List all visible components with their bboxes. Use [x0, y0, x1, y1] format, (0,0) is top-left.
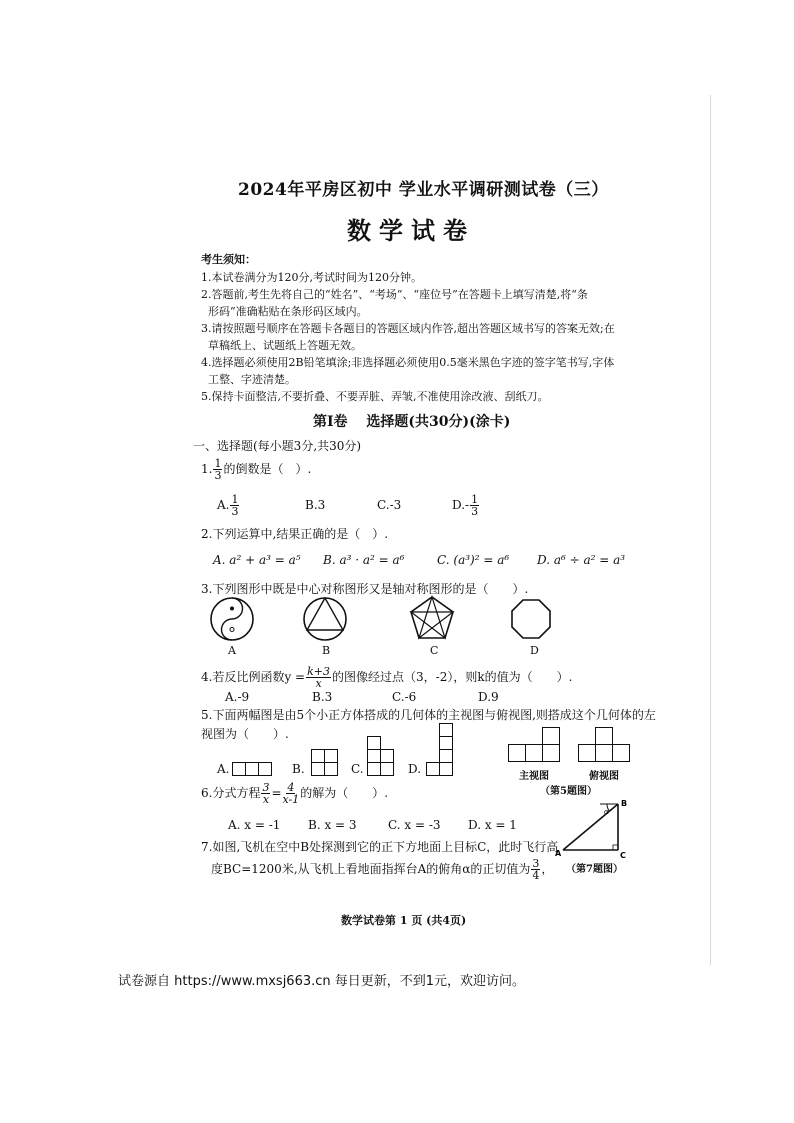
q6-option-a: A. x = -1: [228, 818, 281, 832]
q3-label-b: B: [322, 644, 331, 657]
circle-triangle-figure: [304, 598, 346, 640]
source-note: 试卷源自 https://www.mxsj663.cn 每日更新，不到1元，欢迎访问。: [118, 974, 526, 989]
q1-option-d: D.- $\frac{1}{3}$: [452, 493, 479, 518]
q5-option-d-label: D.: [408, 762, 422, 776]
q6-option-d: D. x = 1: [468, 818, 517, 832]
part1-title: 第Ⅰ卷 选择题(共30分)(涂卡): [313, 414, 511, 430]
q4-option-a: A.-9: [225, 690, 250, 704]
notes-item: 形码”准确粘贴在条形码区域内。: [208, 305, 368, 318]
q7-point-c: C: [620, 851, 626, 860]
question-1: 1. $\frac{1}{3}$ 的倒数是（ ）.: [201, 457, 312, 482]
q7-figure: [555, 798, 635, 860]
notes-heading: 考生须知：: [201, 253, 256, 266]
q3-figures: [200, 595, 560, 645]
notes-item: 1.本试卷满分为120分,考试时间为120分钟。: [201, 271, 422, 284]
q7-point-a: A: [555, 849, 562, 858]
question-4: 4.若反比例函数y = $\frac{k+3}{x}$ 的图像经过点（3，-2），则k的值为（ ）.: [201, 665, 573, 690]
question-7-cont: 度BC=1200米,从飞机上看地面指挥台A的俯角α的正切值为 $\frac{3}{4}$ ，: [211, 857, 554, 882]
subject-title: 数学试卷: [347, 216, 475, 245]
q2-option-c: C. (a³)² = a⁶: [437, 553, 510, 567]
q7-figure-caption: （第7题图）: [566, 864, 623, 875]
q5-top-caption: 俯视图: [589, 771, 619, 782]
q3-label-a: A: [228, 644, 236, 657]
q1-option-c: C.-3: [377, 498, 402, 512]
notes-item: 工整、字迹清楚。: [208, 373, 296, 386]
question-6: 6.分式方程 $\frac{3}{x}$ = $\frac{4}{x-1}$ 的解为（ ）.: [201, 781, 389, 806]
q5-option-b-label: B.: [292, 762, 305, 776]
notes-item: 2.答题前,考生先将自己的“姓名”、“考场”、“座位号”在答题卡上填写清楚,将“条: [201, 288, 588, 301]
question-5-cont: 视图为（ ）.: [201, 727, 289, 741]
q4-option-d: D.9: [478, 690, 499, 704]
q5-front-view: [508, 727, 564, 763]
question-7: 7.如图,飞机在空中B处探测到它的正下方地面上目标C，此时飞行高: [201, 840, 559, 854]
q5-option-b-view: [311, 749, 339, 777]
section-heading: 一、选择题(每小题3分,共30分): [193, 439, 362, 453]
q4-option-c: C.-6: [392, 690, 417, 704]
page-number: 数学试卷第 1 页 (共4页): [341, 914, 467, 927]
exam-title: 2024年平房区初中 学业水平调研测试卷（三）: [238, 180, 609, 200]
pentagon-star-figure: [411, 597, 453, 638]
question-5: 5.下面两幅图是由5个小正方体搭成的几何体的主视图与俯视图,则搭成这个几何体的左: [201, 708, 656, 722]
q2-option-d: D. a⁶ ÷ a² = a³: [537, 553, 626, 567]
q1-option-a: A. $\frac{1}{3}$: [217, 493, 239, 518]
q5-option-c-view: [367, 736, 395, 778]
question-3: 3.下列图形中既是中心对称图形又是轴对称图形的是（ ）.: [201, 582, 529, 596]
q5-option-c-label: C.: [351, 762, 364, 776]
q6-option-b: B. x = 3: [308, 818, 357, 832]
q3-label-c: C: [430, 644, 439, 657]
octagon-figure: [512, 600, 550, 638]
q1-option-b: B.3: [305, 498, 326, 512]
q2-option-b: B. a³ · a² = a⁶: [323, 553, 405, 567]
q6-option-c: C. x = -3: [388, 818, 441, 832]
q5-option-a-label: A.: [217, 762, 230, 776]
page-edge-divider: [710, 95, 711, 965]
q4-option-b: B.3: [312, 690, 333, 704]
q5-front-caption: 主视图: [519, 771, 549, 782]
question-2: 2.下列运算中,结果正确的是（ ）.: [201, 527, 389, 541]
q5-option-d-view: [426, 723, 454, 778]
q5-figure-caption: （第5题图）: [540, 786, 597, 797]
q2-option-a: A. a² + a³ = a⁵: [213, 553, 301, 567]
taiji-figure: [211, 598, 253, 640]
q7-alpha: α: [604, 808, 609, 816]
q7-point-b: B: [621, 799, 628, 808]
notes-item: 3.请按照题号顺序在答题卡各题目的答题区域内作答,超出答题区域书写的答案无效;在: [201, 322, 615, 335]
q5-top-view: [578, 727, 634, 763]
q5-option-a-view: [232, 762, 276, 776]
notes-item: 4.选择题必须使用2B铅笔填涂;非选择题必须使用0.5毫米黑色字迹的签字笔书写,字体: [201, 356, 615, 369]
notes-item: 5.保持卡面整洁,不要折叠、不要弄脏、弄皱,不准使用涂改液、刮纸刀。: [201, 390, 549, 403]
q3-label-d: D: [530, 644, 539, 657]
notes-item: 草稿纸上、试题纸上答题无效。: [208, 339, 362, 352]
